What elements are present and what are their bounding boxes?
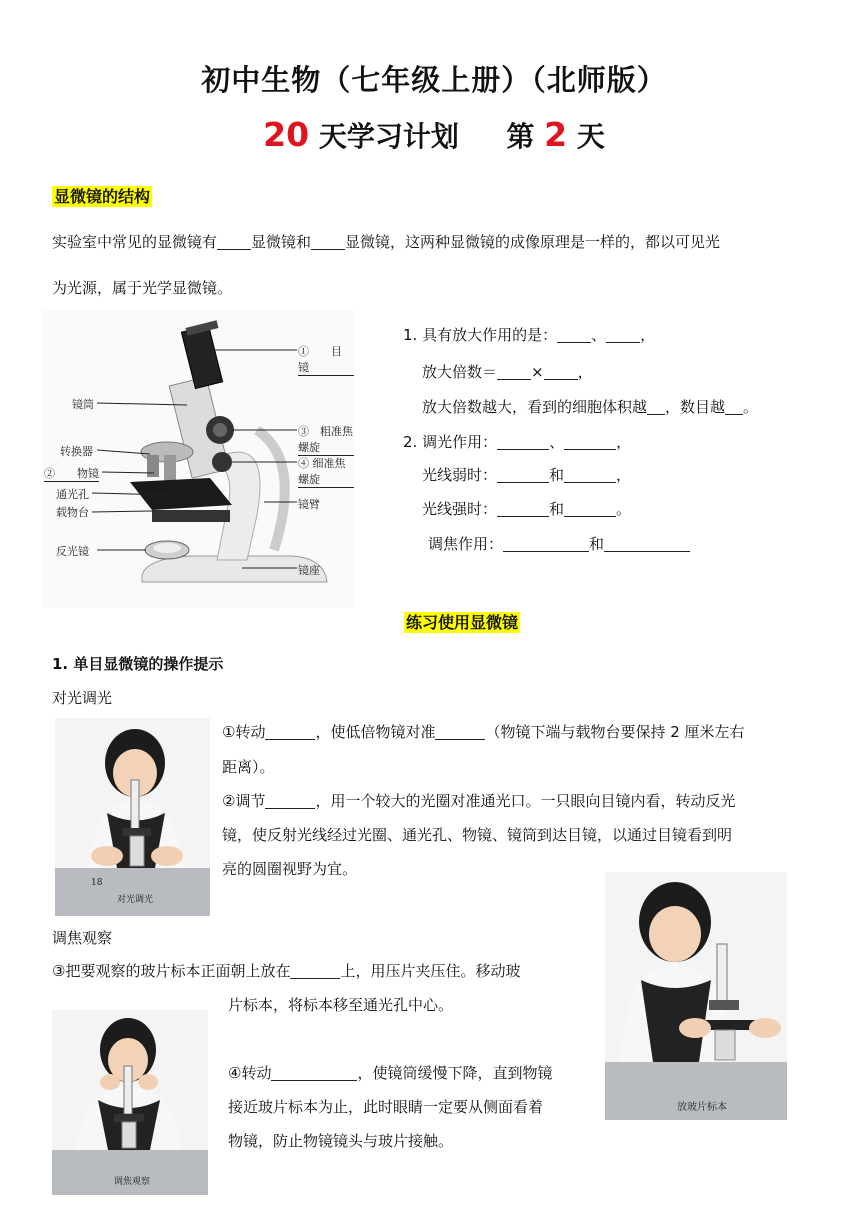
microscope-diagram [42, 310, 354, 608]
plan-text: 天学习计划 [318, 120, 459, 153]
photo-light-adjust [55, 718, 210, 916]
day-prefix: 第 [506, 120, 535, 153]
intro-line-2: 为光源，属于光学显微镜。 [52, 279, 233, 297]
plan-number: 20 [263, 115, 310, 154]
step-2-cont: 镜，使反射光线经过光圈、通光孔、物镜、镜筒到达目镜，以通过目镜看到明 [222, 826, 733, 844]
step-3: ③把要观察的玻片标本正面朝上放在 上，用压片夹压住。移动玻 [52, 962, 521, 980]
step-1: ①转动 ，使低倍物镜对准 （物镜下端与载物台要保持 2 厘米左右 [222, 723, 745, 741]
subheading-light-adjust: 对光调光 [52, 689, 113, 707]
question-focus: 调焦作用： 和 [428, 534, 690, 554]
photo-1-caption: 对光调光 [117, 895, 154, 905]
photo-3-caption: 调焦观察 [114, 1177, 151, 1187]
girl-slide-illustration [605, 872, 787, 1120]
step-4-cont: 接近玻片标本为止，此时眼睛一定要从侧面看着 [228, 1098, 544, 1116]
question-1-size: 放大倍数越大，看到的细胞体积越 ，数目越 。 [422, 398, 759, 416]
step-4: ④转动 ，使镜筒缓慢下降，直到物镜 [228, 1064, 553, 1082]
subheading-operation-tips: 1. 单目显微镜的操作提示 [52, 655, 224, 673]
step-2-end: 亮的圆圈视野为宜。 [222, 860, 358, 878]
step-4-end: 物镜，防止物镜镜头与玻片接触。 [228, 1132, 454, 1150]
question-1-magnification: 放大倍数＝ × ， [422, 363, 593, 381]
girl-microscope-illustration [55, 718, 210, 916]
intro-line-1: 实验室中常见的显微镜有 显微镜和 显微镜，这两种显微镜的成像原理是一样的，都以可见光 [52, 233, 721, 251]
label-mirror: 反光镜 [56, 545, 89, 558]
step-1-cont: 距离）。 [222, 758, 275, 776]
section-heading-practice: 练习使用显微镜 [406, 613, 519, 632]
label-eyepiece: ① 目镜 [298, 343, 354, 376]
label-nosepiece: 转换器 [60, 445, 93, 458]
question-strong-light: 光线强时： 和 。 [422, 500, 632, 518]
photo-focus-observe [52, 1010, 208, 1195]
page-subtitle [0, 115, 868, 155]
label-tube: 镜筒 [72, 398, 94, 411]
photo-1-number: 18 [91, 878, 103, 888]
label-stage: 载物台 [56, 506, 89, 519]
question-1: 1. 具有放大作用的是： 、 ， [403, 326, 656, 344]
page-title: 初中生物（七年级上册）（北师版） [201, 63, 667, 97]
label-base: 镜座 [298, 564, 320, 577]
label-arm: 镜臂 [298, 498, 320, 511]
girl-focusing-illustration [52, 1010, 208, 1195]
day-suffix: 天 [576, 120, 605, 153]
question-weak-light: 光线弱时： 和 ， [422, 466, 632, 484]
day-number: 2 [544, 115, 568, 154]
label-aperture: 通光孔 [56, 488, 89, 501]
label-fine-focus: ④ 细准焦螺旋 [298, 455, 354, 488]
photo-place-slide [605, 872, 787, 1120]
step-2: ②调节 ，用一个较大的光圈对准通光口。一只眼向目镜内看，转动反光 [222, 792, 736, 810]
photo-2-caption: 放玻片标本 [677, 1102, 727, 1113]
section-heading-structure: 显微镜的结构 [54, 187, 151, 206]
label-objective: ② 物镜 [44, 467, 99, 480]
step-3-cont: 片标本，将标本移至通光孔中心。 [228, 996, 454, 1014]
question-2: 2. 调光作用： 、 ， [403, 433, 632, 451]
label-coarse-focus: ③ 粗准焦螺旋 [298, 425, 353, 454]
subheading-focus-observe: 调焦观察 [52, 929, 113, 947]
